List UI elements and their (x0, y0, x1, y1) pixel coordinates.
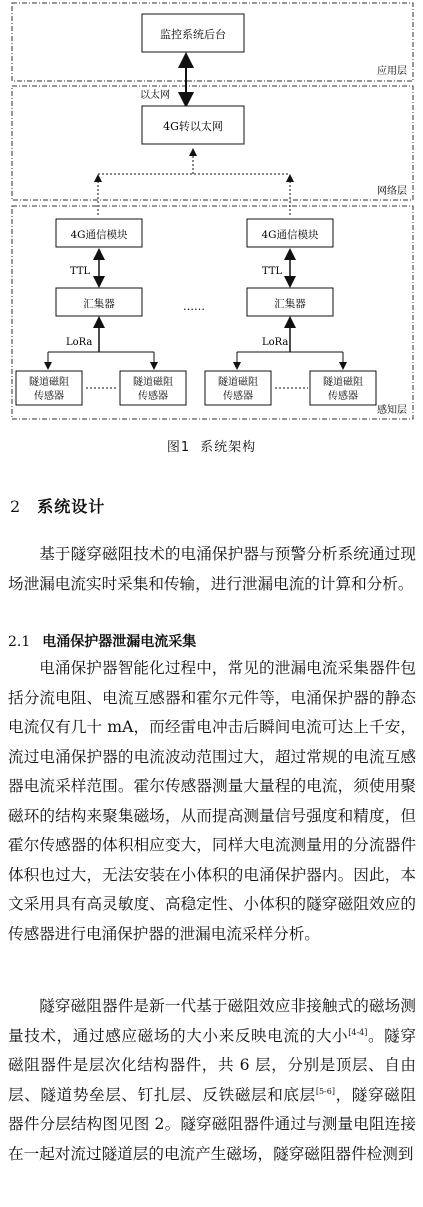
application-layer-label: 应用层 (377, 66, 407, 77)
ttl-left-label: TTL (70, 266, 91, 277)
body-paragraph-2-part-a: 隧穿磁阻器件是新一代基于磁阻效应非接触式的磁场测量技术，通过感应磁场的大小来反映电流的大小 (8, 997, 416, 1045)
ellipsis-label: …… (183, 300, 205, 313)
sensor-4-label-line2: 传感器 (328, 391, 358, 402)
ethernet-label: 以太网 (140, 90, 170, 101)
sensor-3-label-line1: 隧道磁阻 (218, 377, 258, 388)
subsection-heading (8, 631, 196, 651)
monitor-backend-label: 监控系统后台 (160, 28, 226, 41)
gateway-label: 4G转以太网 (163, 120, 223, 133)
module-left-label: 4G通信模块 (70, 229, 128, 241)
body-paragraph-1: 电涌保护器智能化过程中，常见的泄漏电流采集器件包括分流电阻、电流互感器和霍尔元件等，电涌保护器的静态电流仅有几十 mA，而经雷电冲击后瞬间电流可达上千安，流过电涌保护器的电流波动范围过大，超过常规的电流互感器电流采样范围。霍尔传感器测量大量程的电流，须使用聚磁环的结构来聚集磁场，从而提高测量信号强度和精度，但霍尔传感器的体积相应变大，同样大电流测量用的分流器件体积也过大，无法安装在小体积的电涌保护器内。因此，本文采用具有高灵敏度、高稳定性、小体积的隧穿磁阻效应的传感器进行电涌保护器的泄漏电流采样分析。 (8, 659, 416, 943)
sensor-3-label-line2: 传感器 (223, 391, 253, 402)
sensor-2-label-line2: 传感器 (138, 391, 168, 402)
perception-layer-label: 感知层 (377, 405, 407, 416)
lora-right-label: LoRa (262, 337, 289, 348)
body-paragraph-2-part-c: ，隧穿磁阻器件分层结构图见图 2。隧穿磁阻器件通过与测量电阻连接在一起对流过隧道层的电流产生磁场，隧穿磁阻器件检测到 (8, 1085, 416, 1163)
lora-left-label: LoRa (66, 337, 93, 348)
ttl-right-label: TTL (262, 266, 283, 277)
sensor-4-label-line1: 隧道磁阻 (323, 377, 363, 388)
sensor-1-label-line1: 隧道磁阻 (29, 377, 69, 388)
network-layer-label: 网络层 (377, 186, 407, 197)
body-paragraph-2 (8, 992, 416, 1169)
figure-caption-text: 系统架构 (200, 440, 257, 455)
concentrator-left-label: 汇集器 (83, 298, 115, 310)
figure-caption (0, 436, 423, 455)
module-right-label: 4G通信模块 (261, 229, 319, 241)
section-heading (10, 494, 105, 517)
concentrator-right-label: 汇集器 (274, 298, 306, 310)
citation-4-4: [4-4] (348, 1027, 368, 1037)
sensor-2-label-line1: 隧道磁阻 (133, 377, 173, 388)
subsection-title: 电涌保护器泄漏电流采集 (42, 634, 197, 650)
subsection-number: 2.1 (8, 634, 31, 650)
section-number: 2 (10, 497, 22, 516)
body-paragraph-2-part-b: 。隧穿磁阻器件是层次化结构器件，共 6 层，分别是顶层、自由层、隧道势垒层、钉扎层、反铁磁层和底层 (8, 1026, 416, 1104)
figure-caption-number: 图1 (166, 440, 191, 455)
system-architecture-figure (0, 0, 423, 470)
citation-5-6: [5-6] (315, 1086, 335, 1096)
architecture-diagram (0, 0, 423, 430)
section-intro-paragraph: 基于隧穿磁阻技术的电涌保护器与预警分析系统通过现场泄漏电流实时采集和传输，进行泄漏电流的计算和分析。 (8, 545, 416, 593)
section-title: 系统设计 (37, 497, 106, 516)
sensor-1-label-line2: 传感器 (34, 391, 64, 402)
